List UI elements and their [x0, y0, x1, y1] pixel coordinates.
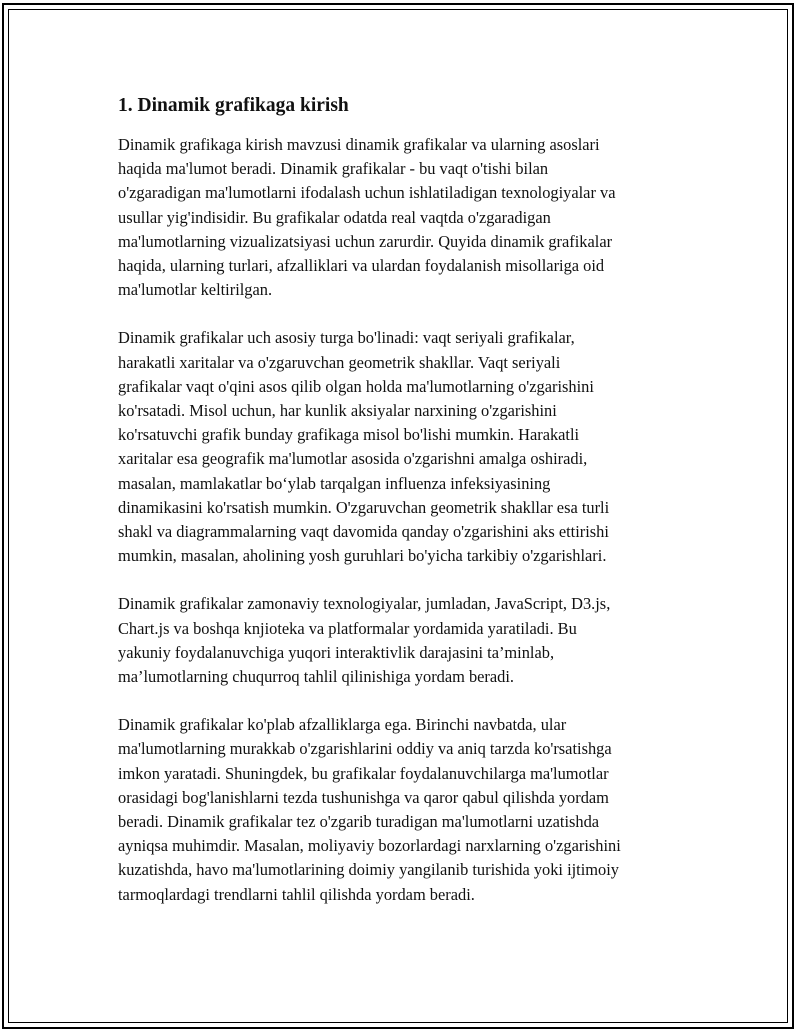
- text-line: tarmoqlardagi trendlarni tahlil qilishda yordam beradi.: [118, 884, 475, 904]
- text-line: haqida, ularning turlari, afzalliklari va ulardan foydalanish misollariga oid: [118, 256, 605, 276]
- text-line: dinamikasini ko'rsatish mumkin. O'zgaruvchan geometrik shakllar esa turli: [118, 497, 610, 517]
- text-line: beradi. Dinamik grafikalar tez o'zgarib turadigan ma'lumotlarni uzatishda: [118, 812, 600, 832]
- text-line: ma'lumotlarning murakkab o'zgarishlarini oddiy va aniq tarzda ko'rsatishga: [118, 739, 612, 759]
- text-line: imkon yaratadi. Shuningdek, bu grafikalar foydalanuvchilarga ma'lumotlar: [118, 763, 609, 783]
- text-line: Dinamik grafikaga kirish mavzusi dinamik grafikalar va ularning asoslari: [118, 135, 600, 154]
- text-line: Chart.js va boshqa knjioteka va platformalar yordamida yaratiladi. Bu: [118, 618, 577, 638]
- text-line: Dinamik grafikalar zamonaviy texnologiyalar, jumladan, JavaScript, D3.js,: [118, 594, 611, 614]
- text-line: harakatli xaritalar va o'zgaruvchan geometrik shakllar. Vaqt seriyali: [118, 352, 561, 372]
- text-line: ko'rsatuvchi grafik bunday grafikaga misol bo'lishi mumkin. Harakatli: [118, 425, 580, 445]
- paragraph-3: [118, 592, 698, 689]
- text-line: ayniqsa muhimdir. Masalan, moliyaviy bozorlardagi narxlarning o'zgarishini: [118, 836, 621, 856]
- section-heading: 1. Dinamik grafikaga kirish: [118, 95, 349, 116]
- text-line: xaritalar esa geografik ma'lumotlar asosida o'zgarishni amalga oshiradi,: [118, 449, 588, 469]
- paragraph-2: [118, 326, 698, 568]
- text-line: orasidagi bog'lanishlarni tezda tushunishga va qaror qabul qilishda yordam: [118, 787, 609, 807]
- text-line: ma'lumotlarning vizualizatsiyasi uchun zarurdir. Quyida dinamik grafikalar: [118, 231, 613, 251]
- text-line: ma’lumotlarning chuqurroq tahlil qilinishiga yordam beradi.: [118, 667, 515, 687]
- text-line: grafikalar vaqt o'qini asos qilib olgan holda ma'lumotlarning o'zgarishini: [118, 376, 594, 396]
- text-line: ko'rsatadi. Misol uchun, har kunlik aksiyalar narxining o'zgarishini: [118, 401, 557, 421]
- text-line: kuzatishda, havo ma'lumotlarining doimiy yangilanib turishida yoki ijtimoiy: [118, 860, 619, 880]
- text-line: Dinamik grafikalar uch asosiy turga bo'linadi: vaqt seriyali grafikalar,: [118, 328, 575, 348]
- text-line: yakuniy foydalanuvchiga yuqori interaktivlik darajasini ta’minlab,: [118, 642, 555, 662]
- text-line: haqida ma'lumot beradi. Dinamik grafikalar - bu vaqt o'tishi bilan: [118, 159, 549, 179]
- text-line: usullar yig'indisidir. Bu grafikalar odatda real vaqtda o'zgaradigan: [118, 207, 551, 227]
- text-line: o'zgaradigan ma'lumotlarni ifodalash uchun ishlatiladigan texnologiyalar va: [118, 183, 616, 203]
- paragraph-1: [118, 133, 698, 302]
- text-line: shakl va diagrammalarning vaqt davomida qanday o'zgarishini aks ettirishi: [118, 522, 609, 542]
- text-line: masalan, mamlakatlar bo‘ylab tarqalgan influenza infeksiyasining: [118, 473, 551, 493]
- text-line: Dinamik grafikalar ko'plab afzalliklarga ega. Birinchi navbatda, ular: [118, 715, 567, 735]
- text-line: mumkin, masalan, aholining yosh guruhlari bo'yicha tarkibiy o'zgarishlari.: [118, 546, 607, 566]
- document-body: [118, 93, 698, 931]
- paragraph-4: [118, 713, 698, 907]
- text-line: ma'lumotlar keltirilgan.: [118, 280, 273, 300]
